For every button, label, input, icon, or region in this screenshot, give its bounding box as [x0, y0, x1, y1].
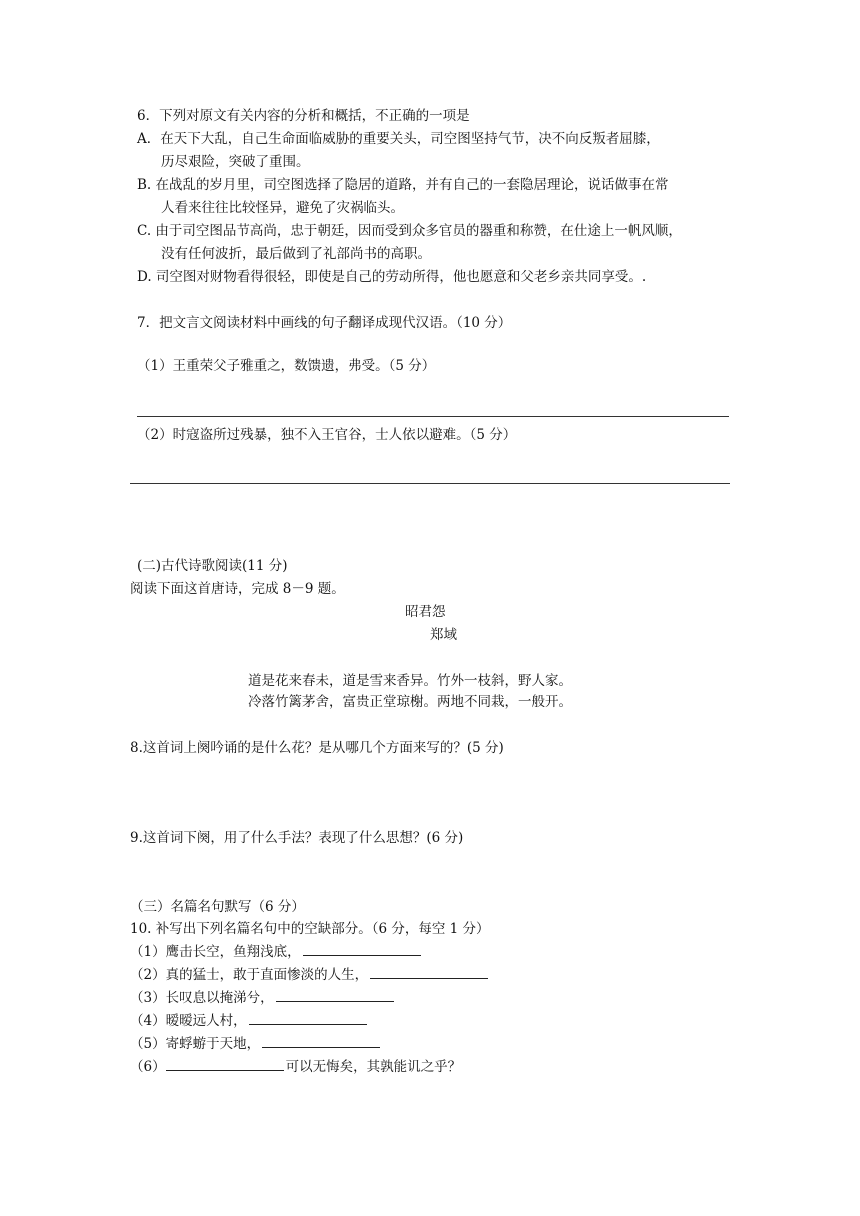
- dictation-item-text: （5）寄蜉蝣于天地，: [130, 1036, 261, 1052]
- dictation-item-text: （6）: [130, 1059, 166, 1075]
- fill-blank[interactable]: [249, 1010, 367, 1025]
- fill-blank[interactable]: [262, 1033, 380, 1048]
- dictation-item: [130, 1033, 380, 1054]
- fill-blank[interactable]: [303, 941, 421, 956]
- q7-sentence-1: （1）王重荣父子雅重之，数馈遗，弗受。（5 分）: [137, 358, 436, 374]
- q7-sentence-2: （2）时寇盗所过残暴，独不入王官谷，士人依以避难。（5 分）: [137, 427, 517, 443]
- q6-option-a-line2: 历尽艰险，突破了重围。: [161, 154, 310, 170]
- dictation-item: [130, 941, 421, 962]
- dictation-instruction: 10. 补写出下列名篇名句中的空缺部分。（6 分，每空 1 分）: [130, 921, 490, 937]
- q6-option-d: D. 司空图对财物看得很轻，即使是自己的劳动所得，他也愿意和父老乡亲共同享受。.: [137, 269, 647, 285]
- q6-stem: 6．下列对原文有关内容的分析和概括，不正确的一项是: [137, 108, 470, 124]
- poem-line-1: 道是花来春未，道是雪来香异。竹外一枝斜，野人家。: [248, 673, 572, 689]
- dictation-item-text: （4）暧暧远人村，: [130, 1013, 247, 1029]
- dictation-item: [130, 1056, 461, 1077]
- q6-option-c-line1: C. 由于司空图品节高尚，忠于朝廷，因而受到众多官员的器重和称赞，在仕途上一帆风顺，: [137, 223, 682, 239]
- poem-section-heading: (二)古代诗歌阅读(11 分): [137, 558, 288, 574]
- dictation-item: [130, 1010, 367, 1031]
- dictation-item: [130, 964, 488, 985]
- poem-author: 郑域: [430, 627, 457, 643]
- dictation-item: [130, 987, 394, 1008]
- answer-line: [130, 483, 730, 484]
- q9-text: 9.这首词下阕，用了什么手法？表现了什么思想？(6 分): [130, 830, 464, 846]
- dictation-item-text: （1）鹰击长空，鱼翔浅底，: [130, 944, 301, 960]
- dictation-item-tail: 可以无悔矣，其孰能讥之乎？: [285, 1059, 462, 1075]
- poem-title: 昭君怨: [405, 604, 446, 620]
- q8-text: 8.这首词上阕吟诵的是什么花？是从哪几个方面来写的？(5 分): [130, 740, 504, 756]
- poem-section-intro: 阅读下面这首唐诗，完成 8－9 题。: [130, 581, 345, 597]
- dictation-heading: （三）名篇名句默写（6 分）: [130, 899, 305, 915]
- dictation-item-text: （3）长叹息以掩涕兮，: [130, 990, 274, 1006]
- q6-option-c-line2: 没有任何波折，最后做到了礼部尚书的高职。: [161, 246, 431, 262]
- fill-blank[interactable]: [370, 964, 488, 979]
- q6-option-b-line2: 人看来往往比较怪异，避免了灾祸临头。: [161, 200, 404, 216]
- poem-line-2: 冷落竹篱茅舍，富贵正堂琼榭。两地不同栽，一般开。: [248, 694, 572, 710]
- dictation-item-text: （2）真的猛士，敢于直面惨淡的人生，: [130, 967, 369, 983]
- q7-stem: 7．把文言文阅读材料中画线的句子翻译成现代汉语。（10 分）: [137, 315, 512, 331]
- q6-option-b-line1: B. 在战乱的岁月里，司空图选择了隐居的道路，并有自己的一套隐居理论，说话做事在常: [137, 177, 669, 193]
- answer-line: [137, 416, 729, 417]
- fill-blank[interactable]: [166, 1056, 284, 1071]
- q6-option-a-line1: A．在天下大乱，自己生命面临威胁的重要关头，司空图坚持气节，决不向反叛者屈膝，: [137, 131, 660, 147]
- fill-blank[interactable]: [276, 987, 394, 1002]
